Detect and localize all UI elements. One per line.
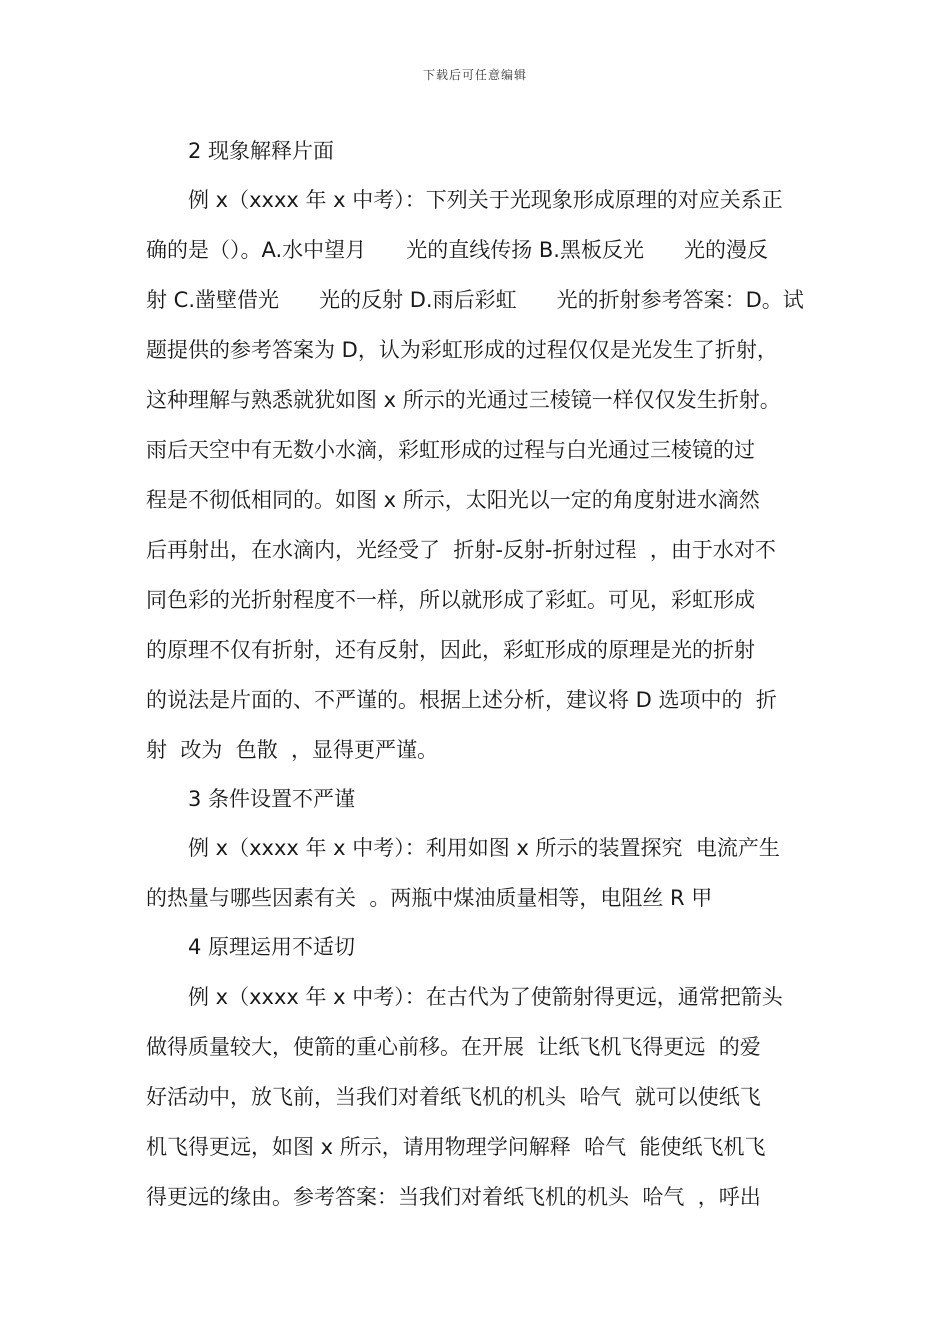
paragraph-line: 同色彩的光折射程度不一样，所以就形成了彩虹。可见，彩虹形成 — [146, 588, 755, 612]
paragraph-line: 好活动中，放飞前，当我们对着纸飞机的机头 哈气 就可以使纸飞 — [146, 1085, 761, 1109]
section-heading: 4 原理运用不适切 — [188, 935, 356, 959]
paragraph-line: 得更远的缘由。参考答案：当我们对着纸飞机的机头 哈气 ，呼出 — [146, 1185, 761, 1209]
paragraph-line: 确的是（）。A.水中望月 光的直线传扬 B.黑板反光 光的漫反 — [146, 238, 769, 262]
paragraph-line: 机飞得更远，如图 x 所示，请用物理学问解释 哈气 能使纸飞机飞 — [146, 1135, 766, 1159]
paragraph-line: 题提供的参考答案为 D，认为彩虹形成的过程仅仅是光发生了折射， — [146, 338, 778, 362]
paragraph-line: 程是不彻低相同的。如图 x 所示，太阳光以一定的角度射进水滴然 — [146, 488, 760, 512]
section-heading: 2 现象解释片面 — [188, 139, 335, 163]
paragraph-line: 的热量与哪些因素有关 。两瓶中煤油质量相等，电阻丝 R 甲 — [146, 886, 713, 910]
section-heading: 3 条件设置不严谨 — [188, 787, 356, 811]
paragraph-line: 后再射出，在水滴内，光经受了 折射-反射-折射过程 ，由于水对不 — [146, 538, 776, 562]
paragraph-line: 的说法是片面的、不严谨的。根据上述分析，建议将 D 选项中的 折 — [146, 688, 777, 712]
paragraph-line: 的原理不仅有折射，还有反射，因此，彩虹形成的原理是光的折射 — [146, 638, 755, 662]
paragraph-line: 射 改为 色散 ，显得更严谨。 — [146, 738, 439, 762]
paragraph-line: 这种理解与熟悉就犹如图 x 所示的光通过三棱镜一样仅仅发生折射。 — [146, 388, 781, 412]
example-first-line: 例 x（xxxx 年 x 中考）：在古代为了使箭射得更远，通常把箭头 — [188, 985, 783, 1009]
paragraph-line: 射 C.凿壁借光 光的反射 D.雨后彩虹 光的折射参考答案：D。试 — [146, 288, 804, 312]
example-first-line: 例 x（xxxx 年 x 中考）：利用如图 x 所示的装置探究 电流产生 — [188, 836, 780, 860]
paragraph-line: 做得质量较大，使箭的重心前移。在开展 让纸飞机飞得更远 的爱 — [146, 1035, 761, 1059]
example-first-line: 例 x（xxxx 年 x 中考）：下列关于光现象形成原理的对应关系正 — [188, 188, 783, 212]
paragraph-line: 雨后天空中有无数小水滴，彩虹形成的过程与白光通过三棱镜的过 — [146, 438, 755, 462]
page-header: 下载后可任意编辑 — [422, 68, 527, 82]
